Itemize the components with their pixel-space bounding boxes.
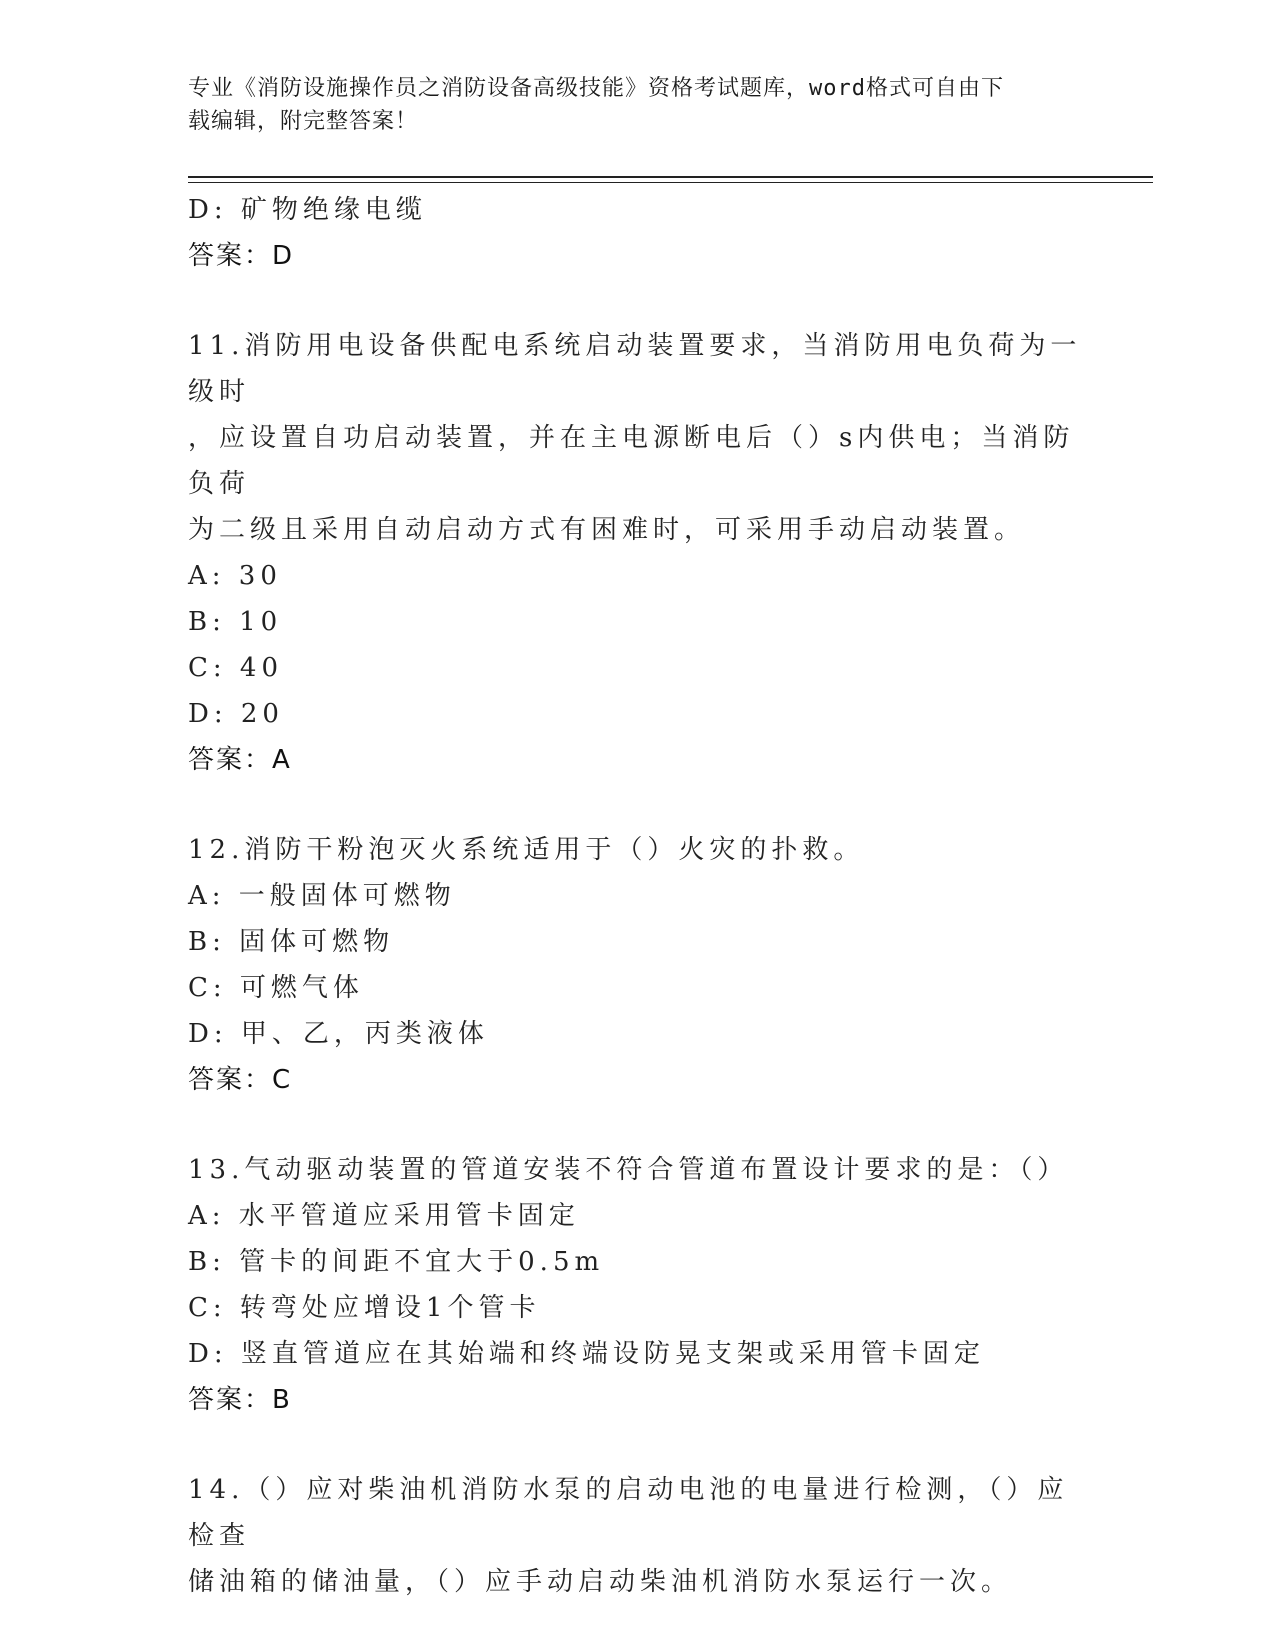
header-line-2: 载编辑，附完整答案！ bbox=[188, 109, 419, 134]
question-12 bbox=[188, 827, 1088, 1103]
option-c: C: 可燃气体 bbox=[188, 973, 364, 1003]
option-d: D: 20 bbox=[188, 699, 284, 729]
option-d: D: 竖直管道应在其始端和终端设防晃支架或采用管卡固定 bbox=[188, 1339, 985, 1369]
option-c: C: 40 bbox=[188, 653, 284, 683]
spacer bbox=[188, 279, 1088, 323]
spacer bbox=[188, 1423, 1088, 1467]
question-stem-line: 13.气动驱动装置的管道安装不符合管道布置设计要求的是：（） bbox=[188, 1155, 1069, 1185]
option-b: B: 10 bbox=[188, 607, 283, 637]
question-stem-line: 11.消防用电设备供配电系统启动装置要求，当消防用电负荷为一级时 bbox=[188, 331, 1082, 407]
option-a: A: 一般固体可燃物 bbox=[188, 881, 456, 911]
question-stem-line: 储油箱的储油量，（）应手动启动柴油机消防水泵运行一次。 bbox=[188, 1567, 1013, 1597]
question-11 bbox=[188, 323, 1088, 783]
question-stem-line: 14.（）应对柴油机消防水泵的启动电池的电量进行检测，（）应检查 bbox=[188, 1475, 1069, 1551]
option-c: C: 转弯处应增设1个管卡 bbox=[188, 1293, 541, 1323]
spacer bbox=[188, 1103, 1088, 1147]
carry-over-option-d: D: 矿物绝缘电缆 bbox=[188, 195, 427, 225]
question-14 bbox=[188, 1467, 1088, 1605]
spacer bbox=[188, 783, 1088, 827]
option-b: B: 固体可燃物 bbox=[188, 927, 395, 957]
question-stem-line: ，应设置自功启动装置，并在主电源断电后（）s内供电；当消防负荷 bbox=[188, 423, 1075, 499]
answer: 答案：C bbox=[188, 1065, 293, 1095]
document-header bbox=[188, 72, 1068, 138]
question-stem-line: 为二级且采用自动启动方式有困难时，可采用手动启动装置。 bbox=[188, 515, 1026, 545]
header-line-1: 专业《消防设施操作员之消防设备高级技能》资格考试题库，word格式可自由下 bbox=[188, 76, 1004, 101]
carry-over-answer: 答案：D bbox=[188, 241, 295, 271]
option-b: B: 管卡的间距不宜大于0.5m bbox=[188, 1247, 605, 1277]
question-content bbox=[188, 187, 1088, 1605]
question-13 bbox=[188, 1147, 1088, 1423]
header-rule-thick bbox=[188, 176, 1153, 178]
answer: 答案：B bbox=[188, 1385, 292, 1415]
option-a: A: 30 bbox=[188, 561, 282, 591]
option-a: A: 水平管道应采用管卡固定 bbox=[188, 1201, 580, 1231]
option-d: D: 甲、乙，丙类液体 bbox=[188, 1019, 489, 1049]
answer: 答案：A bbox=[188, 745, 292, 775]
question-stem-line: 12.消防干粉泡灭火系统适用于（）火灾的扑救。 bbox=[188, 835, 865, 865]
header-rule-thin bbox=[188, 182, 1153, 183]
